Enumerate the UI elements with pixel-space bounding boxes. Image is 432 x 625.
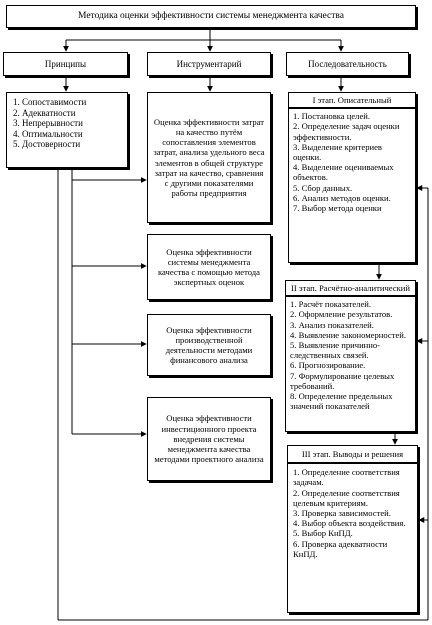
stage-3-box bbox=[287, 445, 418, 613]
stage-1-title: I этап. Описательный bbox=[289, 93, 415, 109]
header-tools-text: Инструментарий bbox=[176, 58, 242, 69]
stage-item: 2. Определение задач оценки эффективности. bbox=[293, 121, 400, 142]
stage-item: 7. Выбор метода оценки bbox=[293, 203, 382, 214]
principle-item: 5. Достоверности bbox=[13, 139, 81, 149]
stage-item: 2. Оформление результатов. bbox=[290, 309, 393, 320]
header-principles-text: Принципы bbox=[44, 58, 87, 69]
tool-box-1 bbox=[147, 92, 271, 223]
stage-item: 2. Определение соответствия целевым критериям. bbox=[293, 487, 400, 508]
header-tools bbox=[147, 52, 271, 76]
tool-text-2: Оценка эффективности системы менеджмента качества с помощью метода экспертных оценок bbox=[157, 246, 260, 288]
tool-text-1: Оценка эффективности затрат на качество путём сопоставления элементов затрат, анализа удельного веса элементов в общей структуре затрат на качество, сравнения с другими показателями работы предприятия bbox=[153, 116, 265, 199]
tool-text-4: Оценка эффективности инвестиционного проекта внедрения системы менеджмента качества методами проектного анализа bbox=[154, 413, 264, 465]
stage-1-list bbox=[289, 109, 415, 215]
header-sequence bbox=[286, 52, 409, 76]
stage-3-list bbox=[288, 464, 417, 562]
principle-item: 3. Непрерывности bbox=[13, 118, 83, 128]
principles-list bbox=[7, 93, 127, 154]
tool-box-4 bbox=[147, 397, 271, 481]
stage-item: 5. Выбор КнПД. bbox=[293, 528, 353, 539]
stage-item: 4. Выбор объекта воздействия. bbox=[293, 518, 406, 529]
stage-item: 1. Постановка целей. bbox=[293, 111, 371, 122]
stage-item: 5. Выявление причинно-следственных связей. bbox=[290, 340, 381, 361]
tool-box-3 bbox=[147, 314, 271, 376]
principles-list-box bbox=[6, 92, 128, 168]
principle-item: 2. Адекватности bbox=[13, 107, 76, 118]
principle-item: 4. Оптимальности bbox=[13, 128, 83, 139]
stage-item: 3. Проверка зависимостей. bbox=[293, 508, 391, 519]
stage-item: 3. Анализ показателей. bbox=[290, 319, 374, 330]
stage-item: 6. Анализ методов оценки. bbox=[293, 192, 391, 203]
tool-box-2 bbox=[147, 234, 271, 300]
stage-item: 8. Определение предельных значений показателей bbox=[290, 391, 393, 412]
stage-item: 4. Выявление закономерностей. bbox=[290, 329, 407, 340]
diagram-title bbox=[6, 5, 416, 28]
stage-2-list bbox=[286, 297, 415, 413]
stage-2-title: II этап. Расчётно-аналитический bbox=[286, 281, 415, 297]
header-sequence-text: Последовательность bbox=[308, 58, 387, 69]
header-principles bbox=[3, 52, 128, 76]
stage-item: 5. Сбор данных. bbox=[293, 182, 353, 193]
stage-item: 6. Прогнозирование. bbox=[290, 360, 366, 371]
stage-1-box bbox=[288, 92, 416, 263]
principle-item: 1. Сопоставимости bbox=[13, 97, 87, 107]
stage-item: 1. Определение соответствия задачам. bbox=[293, 467, 400, 488]
stage-3-title: III этап. Выводы и решения bbox=[288, 446, 417, 464]
tool-text-3: Оценка эффективности производственной деятельности методами финансового анализа bbox=[165, 324, 253, 366]
stage-item: 1. Расчёт показателей. bbox=[290, 299, 372, 310]
stage-item: 4. Выделение оцениваемых объектов. bbox=[293, 162, 394, 183]
diagram-title-text: Методика оценки эффективности системы менеджмента качества bbox=[78, 11, 344, 22]
stage-item: 3. Выделение критериев оценки. bbox=[293, 141, 382, 163]
stage-item: 6. Проверка адекватности КнПД. bbox=[293, 538, 388, 559]
stage-2-box bbox=[285, 280, 416, 432]
stage-item: 7. Формулирование целевых требований. bbox=[290, 370, 395, 391]
